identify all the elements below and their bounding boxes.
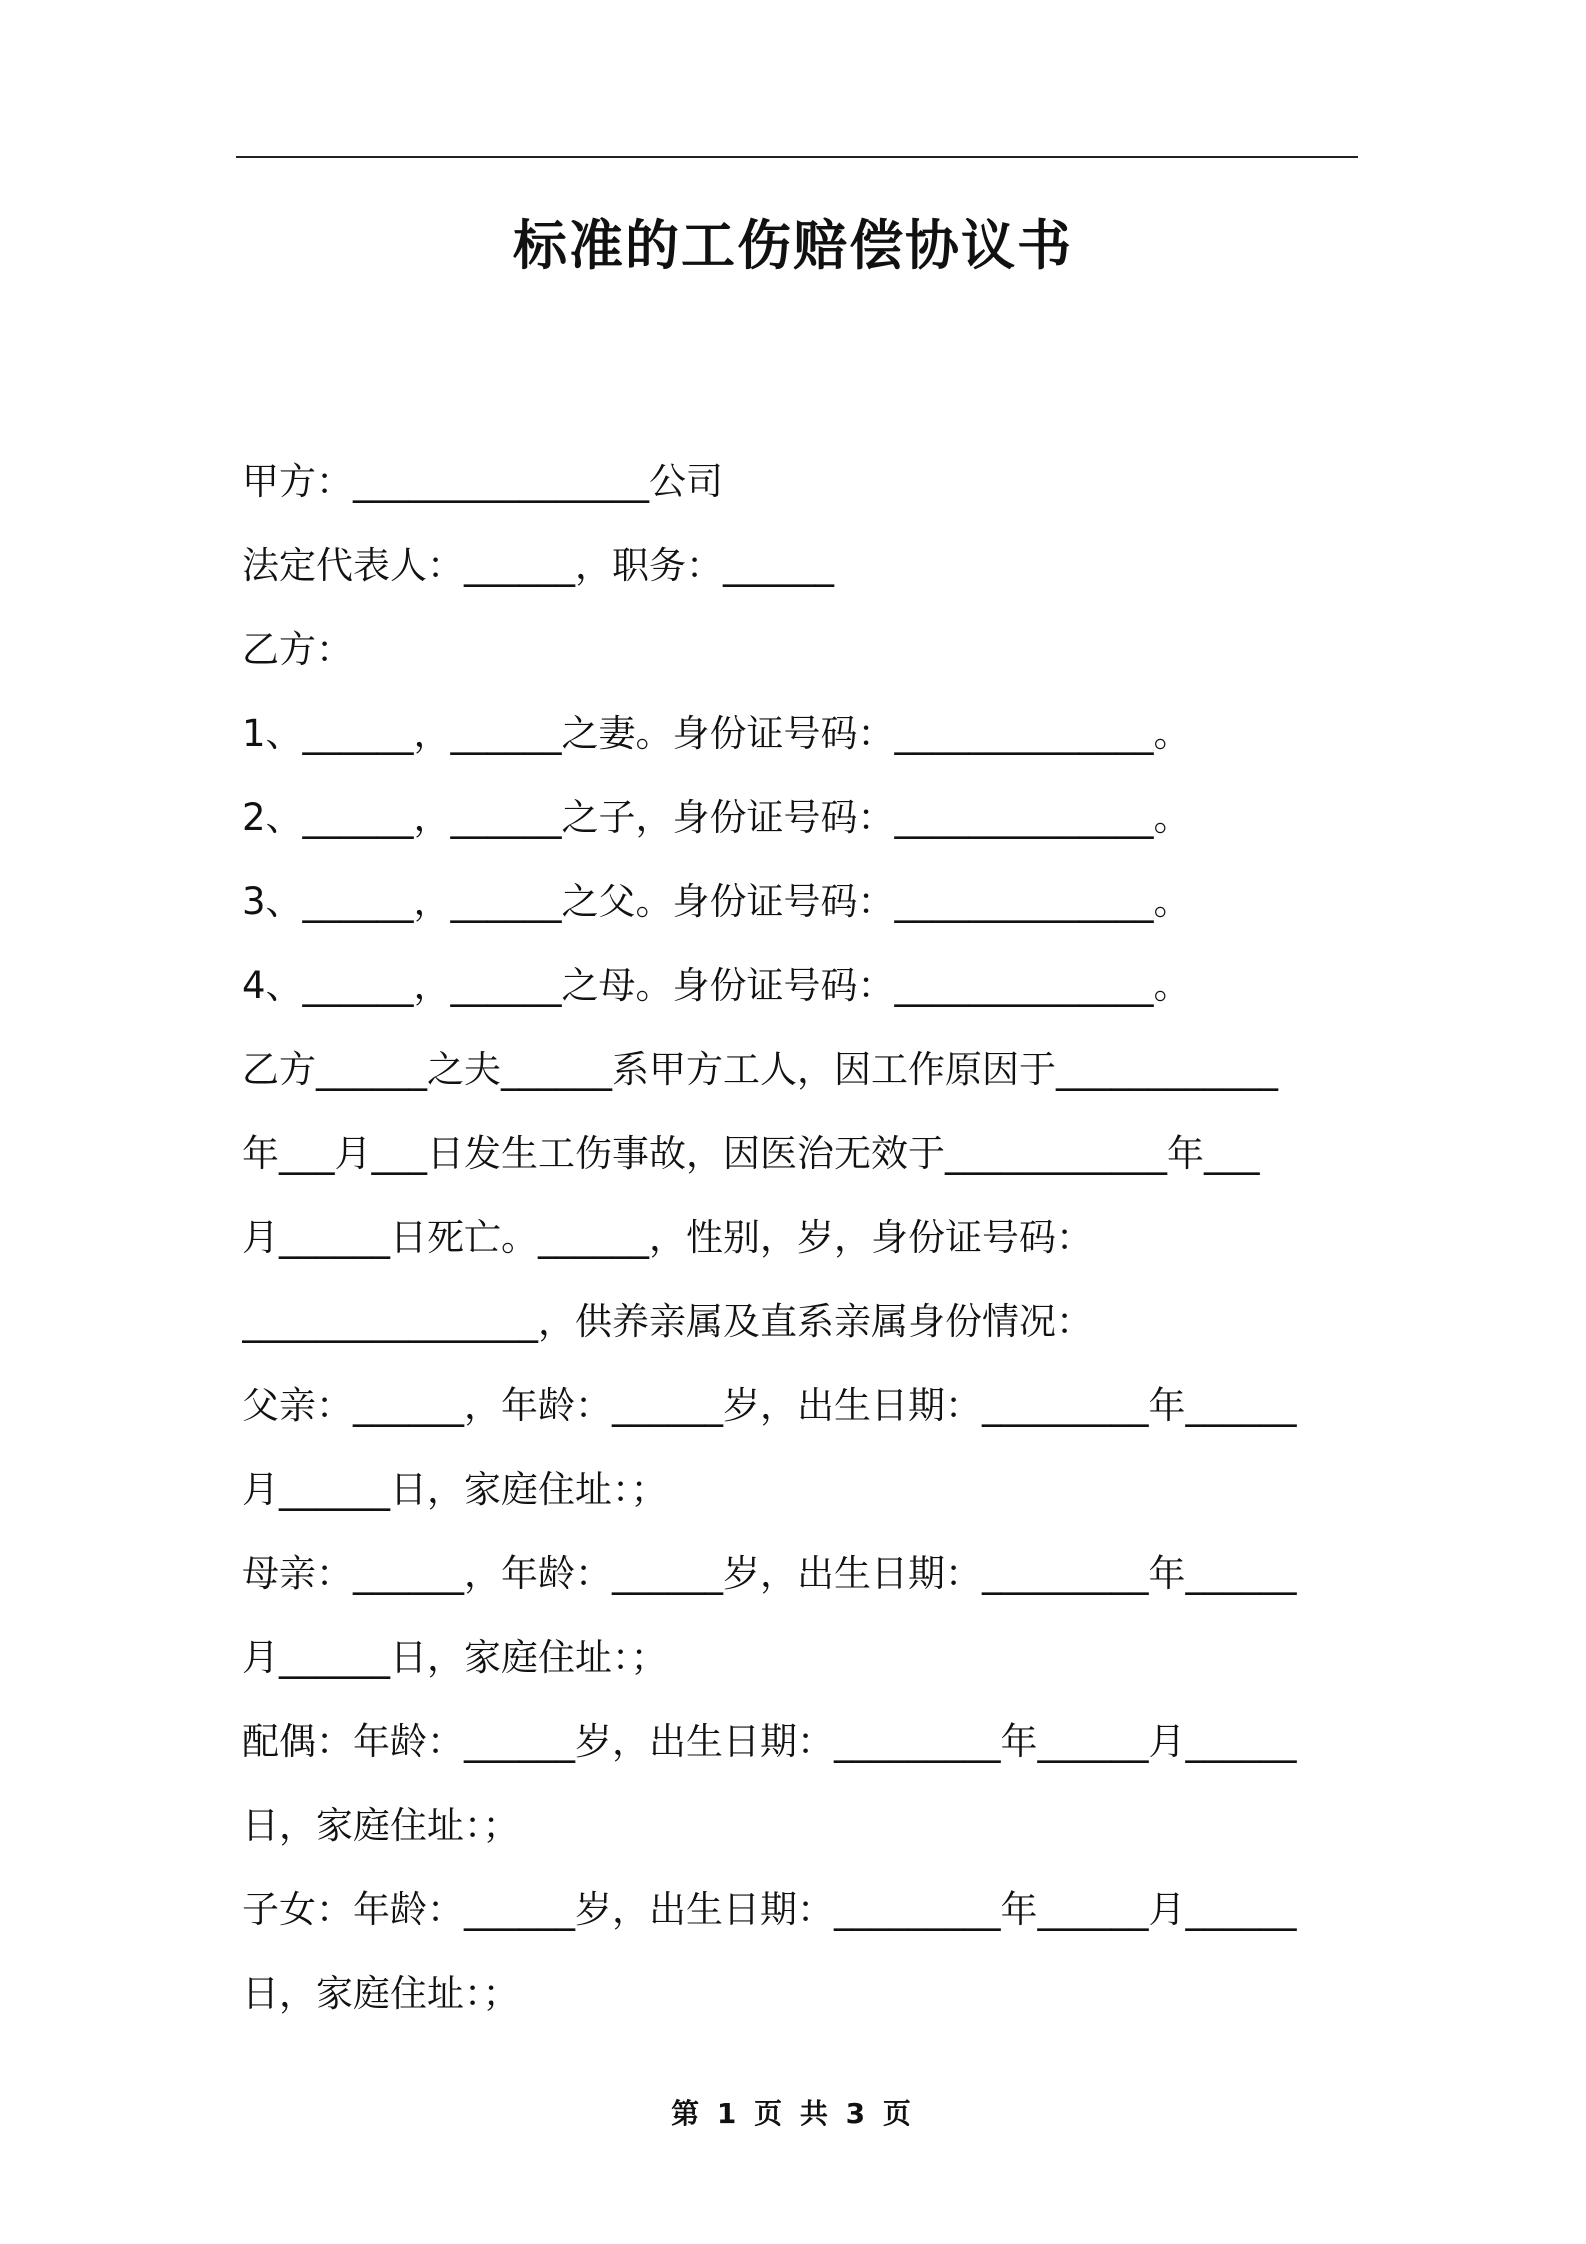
children-info-line: 日，家庭住址：； [242, 1972, 520, 2015]
incident-text-line: 月______日死亡。______，性别，岁，身份证号码： [242, 1216, 1093, 1259]
spouse-info-line: 配偶：年龄：______岁，出生日期：_________年______月______ [242, 1720, 1297, 1763]
incident-text-line: 年___月___日发生工伤事故，因医治无效于____________年___ [242, 1132, 1260, 1175]
party-b-heading: 乙方： [242, 628, 353, 671]
mother-info-line: 月______日，家庭住址：； [242, 1636, 668, 1679]
father-info-line: 父亲：______，年龄：______岁，出生日期：_________年______ [242, 1384, 1297, 1427]
page-number-footer: 第 1 页 共 3 页 [671, 2097, 915, 2130]
incident-text-line: ________________，供养亲属及直系亲属身份情况： [242, 1300, 1093, 1343]
party-b-item-1: 1、______，______之妻。身份证号码：______________。 [242, 712, 1191, 755]
spouse-info-line: 日，家庭住址：； [242, 1804, 520, 1847]
legal-representative-line: 法定代表人：______，职务：______ [242, 544, 834, 587]
party-a-line: 甲方：________________公司 [242, 460, 723, 503]
party-b-item-3: 3、______，______之父。身份证号码：______________。 [242, 880, 1191, 923]
document-body [242, 440, 1362, 2036]
children-info-line: 子女：年龄：______岁，出生日期：_________年______月______ [242, 1888, 1297, 1931]
mother-info-line: 母亲：______，年龄：______岁，出生日期：_________年______ [242, 1552, 1297, 1595]
document-title: 标准的工伤赔偿协议书 [513, 214, 1073, 277]
father-info-line: 月______日，家庭住址：； [242, 1468, 668, 1511]
incident-text-line: 乙方______之夫______系甲方工人，因工作原因于____________ [242, 1048, 1278, 1091]
party-b-item-2: 2、______，______之子，身份证号码：______________。 [242, 796, 1191, 839]
party-b-item-4: 4、______，______之母。身份证号码：______________。 [242, 964, 1191, 1007]
header-rule [236, 156, 1358, 158]
